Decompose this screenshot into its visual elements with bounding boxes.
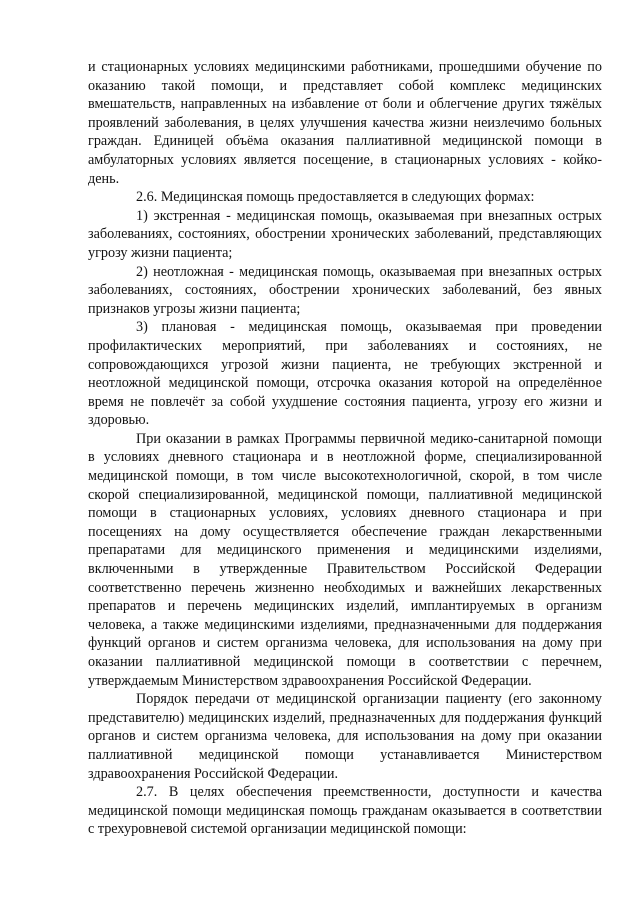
list-item-planned-form: 3) плановая - медицинская помощь, оказываемая при проведении профилактических мероприятий, при заболеваниях и состояниях, не сопровождающихся угрозой жизни пациента, не требующих экстренной и неотложной медицинской помощи, отсрочка оказания которой на определённое время не повлечёт за собой ухудшение состояния пациента, угрозу его жизни и здоровью. [88,319,602,429]
list-item-urgent-form: 2) неотложная - медицинская помощь, оказываемая при внезапных острых заболеваниях, состояниях, обострении хронических заболеваний, без явных признаков угрозы жизни пациента; [88,263,602,317]
paragraph-device-transfer-procedure: Порядок передачи от медицинской организации пациенту (его законному представителю) медицинских изделий, предназначенных для поддержания функций органов и систем организма человека, для использования на дому при оказании паллиативной медицинской помощи устанавливается Министерством здравоохранения Российской Федерации. [88,691,602,782]
paragraph-section-2-6-heading: 2.6. Медицинская помощь предоставляется в следующих формах: [136,189,535,206]
document-page [88,58,602,839]
paragraph-medication-provision: При оказании в рамках Программы первичной медико-санитарной помощи в условиях дневного стационара и в неотложной форме, специализированной медицинской помощи, в том числе высокотехнологичной, скорой, в том числе скорой специализированной, медицинской помощи, паллиативной медицинской помощи в стационарных условиях, условиях дневного стационара и при посещениях на дому осуществляется обеспечение граждан лекарственными препаратами для медицинского применения и медицинскими изделиями, включенными в утвержденные Правительством Российской Федерации соответственно перечень жизненно необходимых и важнейших лекарственных препаратов и перечень медицинских изделий, имплантируемых в организм человека, а также медицинскими изделиями, предназначенными для поддержания функций органов и систем организма человека, для использования на дому при оказании паллиативной медицинской помощи в соответствии с перечнем, утверждаемым Министерством здравоохранения Российской Федерации. [88,430,602,689]
paragraph-section-2-7: 2.7. В целях обеспечения преемственности, доступности и качества медицинской помощи медицинская помощь гражданам оказывается в соответствии с трехуровневой системой организации медицинской помощи: [88,784,602,838]
paragraph-palliative-care-definition: и стационарных условиях медицинскими работниками, прошедшими обучение по оказанию такой помощи, и представляет собой комплекс медицинских вмешательств, направленных на избавление от боли и облегчение других тяжёлых проявлений заболевания, в целях улучшения качества жизни неизлечимо больных граждан. Единицей объёма оказания паллиативной медицинской помощи в амбулаторных условиях является посещение, в стационарных условиях - койко-день. [88,59,602,187]
list-item-emergency-form: 1) экстренная - медицинская помощь, оказываемая при внезапных острых заболеваниях, состояниях, обострении хронических заболеваний, представляющих угрозу жизни пациента; [88,207,602,261]
